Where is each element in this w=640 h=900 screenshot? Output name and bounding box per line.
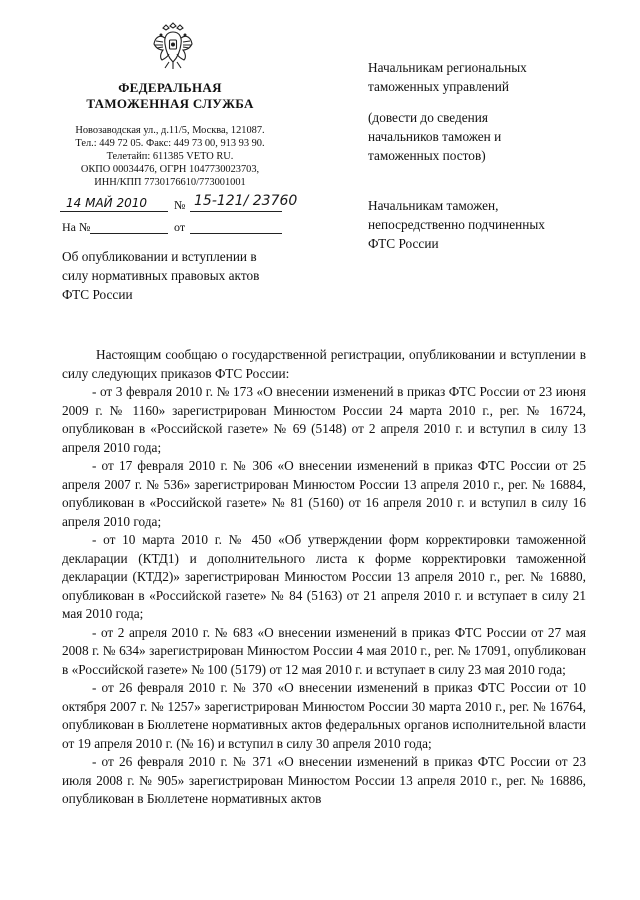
list-item: - от 10 марта 2010 г. № 450 «Об утверждении форм корректировки таможенной декларации (КТД1) и дополнительного листа к форме корректировки таможенной декларации (КТД2)» зарегистрирован Минюстом России 13 апреля 2010 г., рег. № 16880, опубликован в «Российской газете» № 84 (5163) от 21 апреля 2010 г. и вступает в силу 21 мая 2010 года; bbox=[62, 532, 586, 621]
subject-line: Об опубликовании и вступлении в bbox=[62, 249, 257, 264]
addressee-line: ФТС России bbox=[368, 236, 439, 251]
registration-number: 15-121/ 23760 bbox=[194, 193, 298, 209]
addressee-line: (довести до сведения bbox=[368, 110, 489, 125]
number-label: № bbox=[174, 198, 186, 212]
addressee-note bbox=[368, 108, 628, 165]
registration-date: 14 МАЙ 2010 bbox=[66, 196, 147, 210]
reply-number-label: На № bbox=[62, 220, 91, 234]
org-name-line1: ФЕДЕРАЛЬНАЯ bbox=[118, 80, 222, 95]
addressee-regional bbox=[368, 58, 628, 96]
reply-number-underline bbox=[90, 233, 168, 234]
addressee-customs bbox=[368, 196, 628, 253]
addressee-line: начальников таможен и bbox=[368, 129, 502, 144]
contact-inn: ИНН/КПП 7730176610/773001001 bbox=[94, 177, 246, 188]
number-underline bbox=[190, 211, 282, 212]
contact-address: Новозаводская ул., д.11/5, Москва, 121087. bbox=[75, 125, 265, 136]
list-item: - от 17 февраля 2010 г. № 306 «О внесении изменений в приказ ФТС России от 25 апреля 2007 г. № 536» зарегистрирован Минюстом России 13 апреля 2010 г., рег. № 16884, опубликован в «Российской газете» № 81 (5160) от 16 апреля 2010 г. и вступил в силу 16 апреля 2010 года; bbox=[62, 458, 586, 529]
list-item: - от 26 февраля 2010 г. № 371 «О внесении изменений в приказ ФТС России от 23 июля 2008 г. № 905» зарегистрирован Минюстом России 13 апреля 2010 г., рег. № 16886, опубликован в Бюллетене нормативных актов bbox=[62, 754, 586, 806]
list-item: - от 3 февраля 2010 г. № 173 «О внесении изменений в приказ ФТС России от 23 июня 2009 г. № 1160» зарегистрирован Минюстом России 24 марта 2010 г., рег. № 16724, опубликован в «Российской газете» № 69 (5148) от 2 апреля 2010 г. и вступил в силу 13 апреля 2010 года; bbox=[62, 384, 586, 455]
contact-teletype: Телетайп: 611385 VETO RU. bbox=[106, 151, 234, 162]
reply-date-label: от bbox=[174, 220, 186, 234]
addressee-line: Начальникам региональных bbox=[368, 60, 527, 75]
addressee-line: таможенных постов) bbox=[368, 148, 486, 163]
letter-body bbox=[62, 346, 586, 809]
russian-coat-of-arms-icon bbox=[152, 22, 194, 72]
addressee-line: таможенных управлений bbox=[368, 79, 509, 94]
letter-subject bbox=[62, 247, 302, 304]
list-item: - от 2 апреля 2010 г. № 683 «О внесении изменений в приказ ФТС России от 27 мая 2008 г. № 634» зарегистрирован Минюстом России 4 мая 2010 г., рег. № 17091, опубликован в «Российской газете» № 100 (5179) от 12 мая 2010 г. и вступает в силу 23 мая 2010 года; bbox=[62, 624, 586, 677]
org-name-line2: ТАМОЖЕННАЯ СЛУЖБА bbox=[86, 96, 254, 111]
contact-okpo: ОКПО 00034476, ОГРН 1047730023703, bbox=[80, 164, 260, 175]
subject-line: силу нормативных правовых актов bbox=[62, 268, 260, 283]
body-intro: Настоящим сообщаю о государственной регистрации, опубликовании и вступлении в силу следующих приказов ФТС России: bbox=[62, 347, 586, 381]
list-item: - от 26 февраля 2010 г. № 370 «О внесении изменений в приказ ФТС России от 10 октября 2007 г. № 1257» зарегистрирован Минюстом России 30 марта 2010 г., рег. № 16764, опубликован в Бюллетене нормативных актов федеральных органов исполнительной власти от 19 апреля 2010 г. (№ 16) и вступил в силу 30 апреля 2010 года; bbox=[62, 680, 586, 751]
contact-phone: Тел.: 449 72 05. Факс: 449 73 00, 913 93 90. bbox=[75, 138, 265, 149]
date-underline bbox=[60, 211, 168, 212]
addressee-line: непосредственно подчиненных bbox=[368, 217, 545, 232]
subject-line: ФТС России bbox=[62, 287, 133, 302]
reply-date-underline bbox=[190, 233, 282, 234]
addressee-line: Начальникам таможен, bbox=[368, 198, 499, 213]
